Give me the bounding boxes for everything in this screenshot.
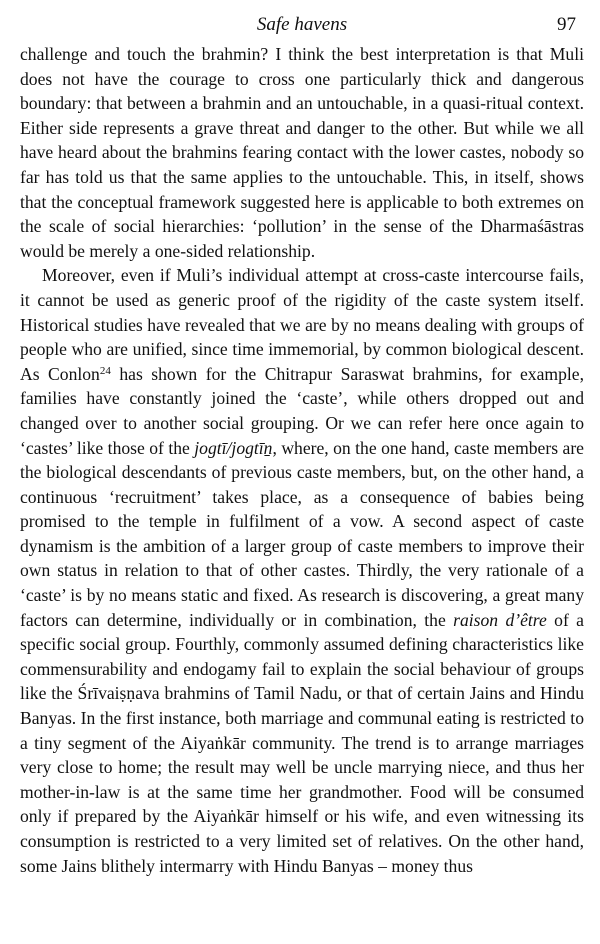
body-text [20, 42, 584, 878]
paragraph-text: challenge and touch the brahmin? I think the best interpretation is that Muli does not have the courage to cross one particularly thick and dangerous boundary: that between a brahmin and an untouchable, in a quasi-ritual context. Either side represents a grave threat and danger to the other. But while we all have heard about the brahmins fearing contact with the lower castes, nobody so far has told us that the same applies to the untouchable. This, in itself, shows that the conceptual framework suggested here is applicable to both extremes on the scale of social hierarchies: ‘pollution’ in the sense of the Dharmaśāstras would be merely a one-sided relationship. [20, 44, 584, 261]
italic-term: raison d’être [453, 609, 547, 630]
footnote-marker: 24 [99, 364, 111, 377]
italic-term: jogtī/jogtīṉ [194, 437, 273, 458]
paragraph [20, 263, 584, 878]
page-number: 97 [557, 14, 576, 35]
running-title: Safe havens [256, 14, 348, 35]
paragraph-text: has shown for the Chitrapur Saraswat brahmins, for example, families have constantly joined the ‘caste’, while others dropped out and changed over to another social grouping. Or we can refer here once again to ‘castes’ like those of the [20, 363, 584, 458]
page-header [20, 12, 584, 42]
paragraph-text: Moreover, even if Muli’s individual attempt at cross-caste intercourse fails, it cannot be used as generic proof of the rigidity of the caste system itself. Historical studies have revealed that we are by no means dealing with groups of people who are unified, since time immemorial, by common biological descent. As Conlon [20, 265, 584, 384]
paragraph [20, 42, 584, 263]
paragraph-text: of a specific social group. Fourthly, commonly assumed defining characteristics like commensurability and endogamy fail to explain the social behaviour of groups like the Śrīvaiṣṇava brahmins of Tamil Nadu, or that of certain Jains and Hindu Banyas. In the first instance, both marriage and communal eating is restricted to a tiny segment of the Aiyaṅkār community. The trend is to arrange marriages very close to home; the result may well be uncle marrying niece, and thus her mother-in-law is at the same time her grandmother. Food will be consumed only if prepared by the Aiyaṅkār himself or his wife, and even witnessing its consumption is restricted to a very limited set of relatives. On the other hand, some Jains blithely intermarry with Hindu Banyas – money thus [20, 609, 584, 876]
paragraph-text: , where, on the one hand, caste members are the biological descendants of previous caste members, but, on the other hand, a continuous ‘recruitment’ takes place, as a consequence of babies being promised to the temple in fulfilment of a vow. A second aspect of caste dynamism is the ambition of a larger group of caste members to improve their own status in relation to that of other castes. Thirdly, the very rationale of a ‘caste’ is by no means static and fixed. As research is discovering, a great many factors can determine, individually or in combination, the [20, 437, 584, 630]
